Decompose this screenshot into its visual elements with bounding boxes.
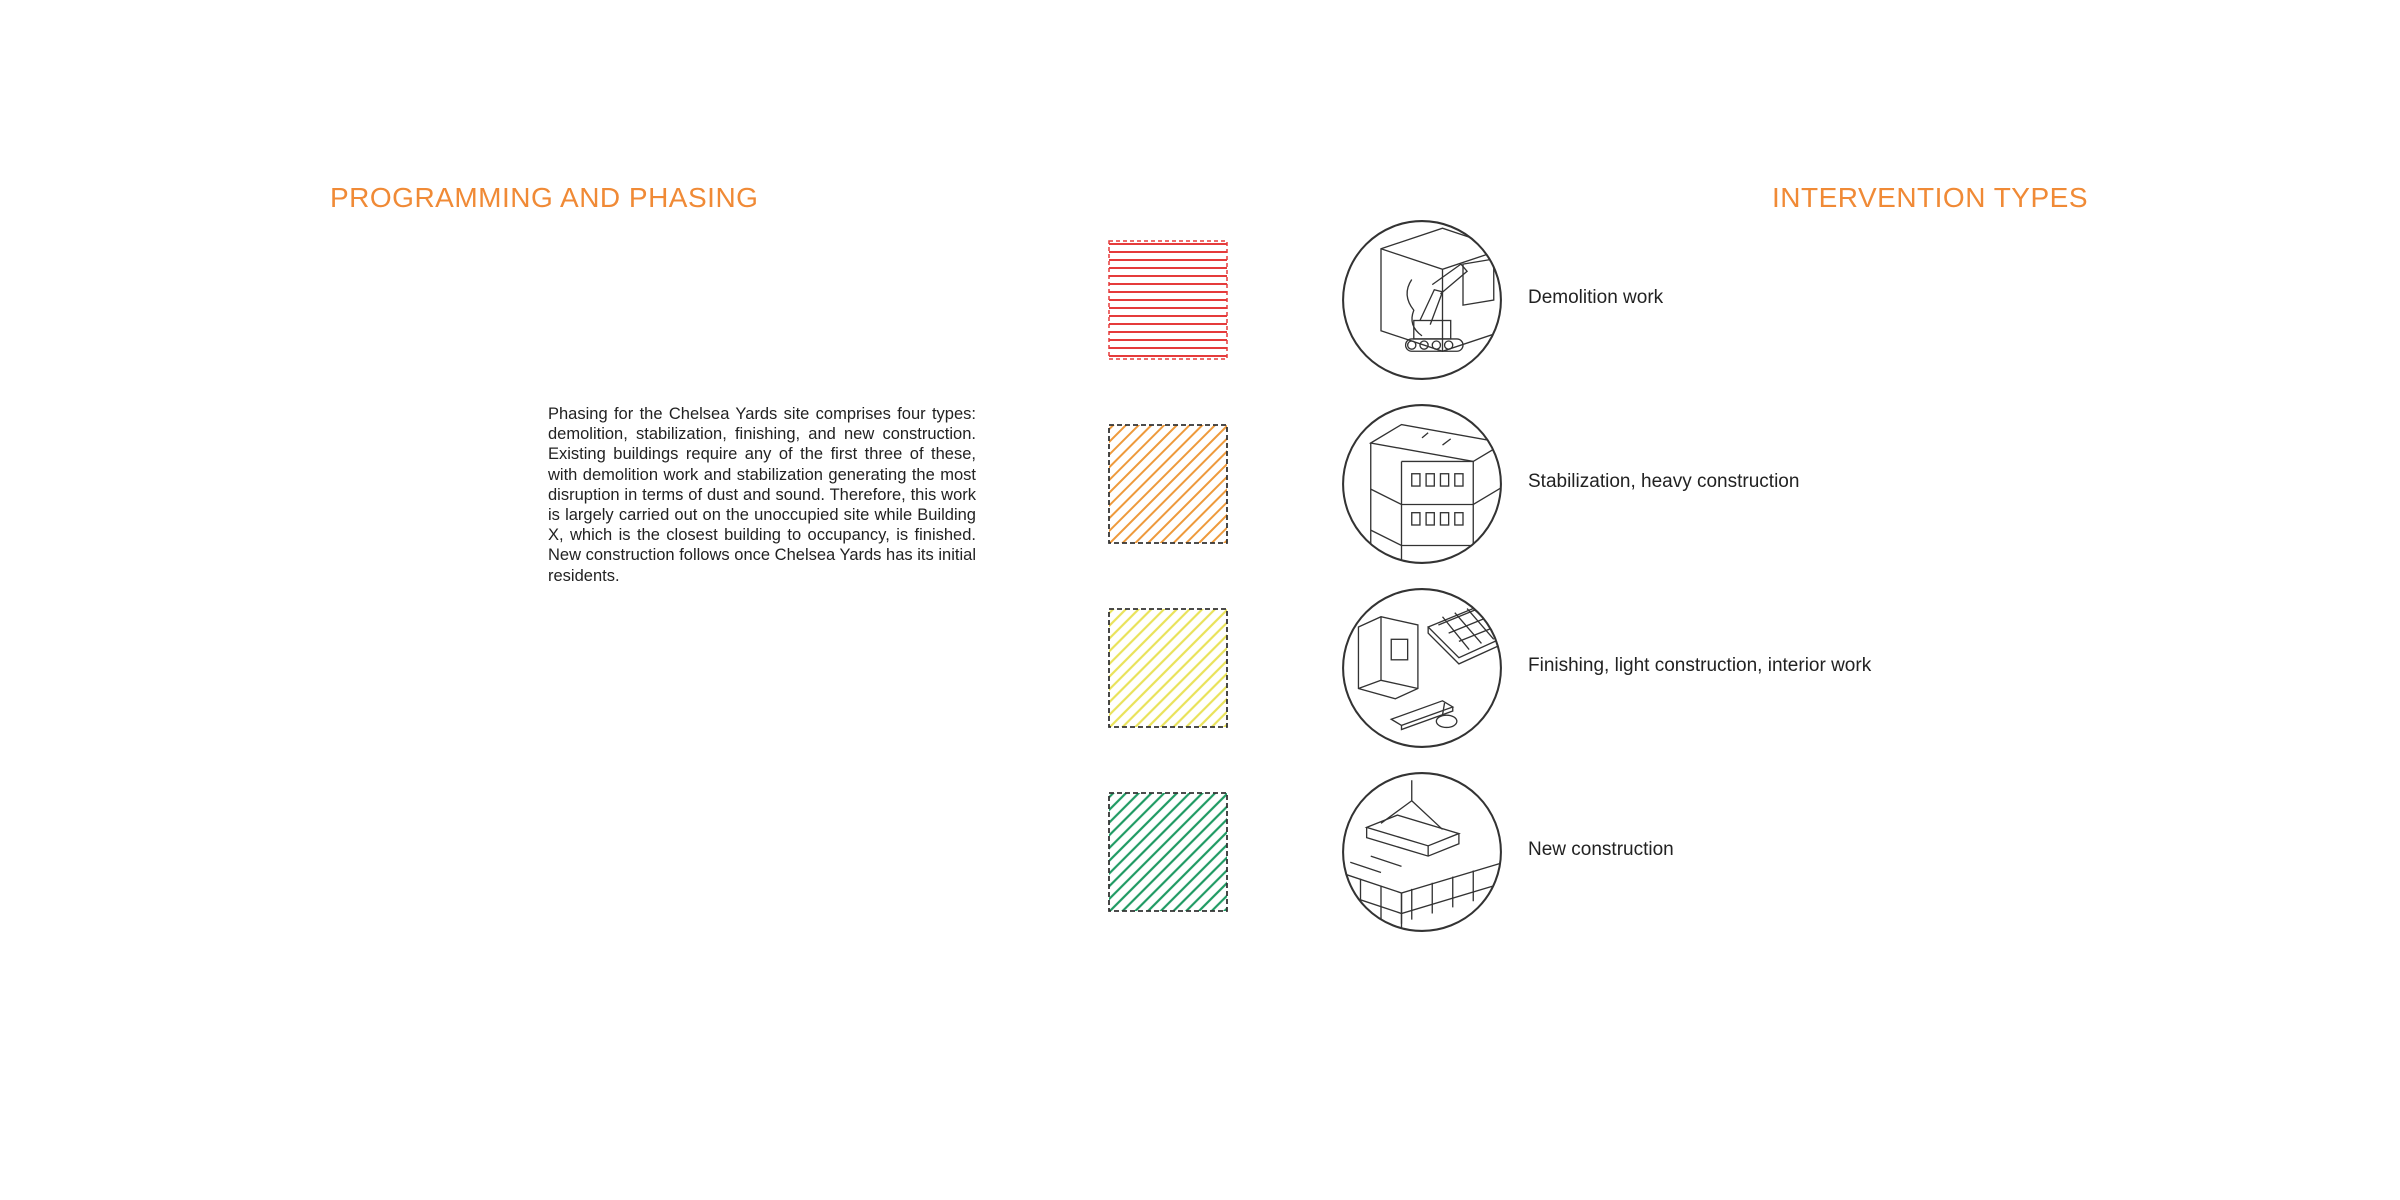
excavator-icon	[1340, 218, 1504, 382]
demolition-swatch	[1108, 240, 1228, 360]
crane-lift-icon	[1340, 770, 1504, 934]
finishing-tools-icon	[1340, 586, 1504, 750]
building-frame-icon	[1340, 402, 1504, 566]
label-demolition: Demolition work	[1528, 287, 1664, 308]
finishing-swatch	[1108, 608, 1228, 728]
intervention-types-heading: INTERVENTION TYPES	[1771, 182, 2088, 213]
label-finishing: Finishing, light construction, interior work	[1528, 655, 1872, 676]
new-construction-swatch	[1108, 792, 1228, 912]
programming-heading: PROGRAMMING AND PHASING	[330, 182, 759, 213]
label-stabilization: Stabilization, heavy construction	[1528, 471, 1800, 492]
phasing-description: Phasing for the Chelsea Yards site comprises four types: demolition, stabilization, finishing, and new construction. Existing buildings require any of the first three of these, with demolition work and stabilization generating the most disruption in terms of dust and sound. Therefore, this work is largely carried out on the unoccupied site while Building X, which is the closest building to occupancy, is finished. New construction follows once Chelsea Yards has its initial residents.	[548, 405, 976, 585]
label-new-construction: New construction	[1528, 839, 1674, 860]
stabilization-swatch	[1108, 424, 1228, 544]
